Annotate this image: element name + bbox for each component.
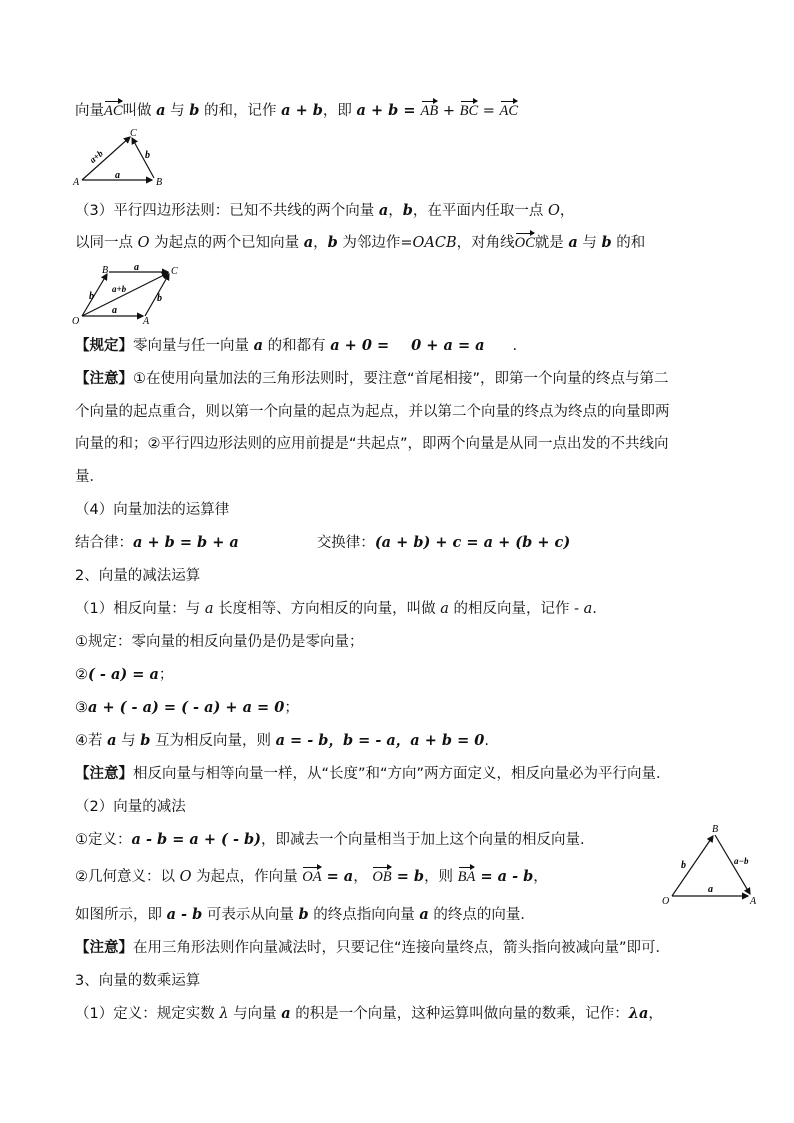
label-b: b xyxy=(89,291,94,302)
section-heading: （4）向量加法的运算律 xyxy=(75,502,230,518)
vector-a: a xyxy=(378,202,389,219)
math-expression: a + b xyxy=(281,102,323,119)
vector-b: b xyxy=(189,102,200,119)
rule-tag: 【规定】 xyxy=(75,338,133,354)
vector-OA: OA xyxy=(302,869,322,885)
text-line xyxy=(75,905,535,925)
math-expression: a = - b，b = - a，a + b = 0 xyxy=(275,732,485,749)
point-label: A xyxy=(73,177,80,188)
text-segment: 以同一点 xyxy=(75,235,138,251)
text-line: 量． xyxy=(75,469,104,485)
text-segment: . xyxy=(484,733,490,749)
text-segment: ， xyxy=(648,1006,663,1022)
vector-a: a xyxy=(419,906,429,923)
text-segment: 相反向量与相等向量一样，从“长度”和“方向”两方面定义，相反向量必为平行向量． xyxy=(133,766,671,782)
text-line xyxy=(75,830,585,850)
text-segment: 在用三角形法则作向量减法时，只要记住“连接向量终点，箭头指向被减向量”即可． xyxy=(133,940,671,956)
vector-BA: BA xyxy=(457,869,476,885)
math-expression: = b xyxy=(391,868,425,885)
point-label: B xyxy=(712,824,719,835)
label-a: a xyxy=(134,262,139,273)
math-expression: a + 0 = xyxy=(330,337,390,354)
text-segment: ， xyxy=(313,235,328,251)
text-segment: 为起点的两个已知向量 xyxy=(149,235,304,251)
vector-a: a xyxy=(107,732,117,749)
text-segment: 叫做 xyxy=(122,103,157,119)
text-segment: 就是 xyxy=(534,235,569,251)
text-segment: 的终点指向向量 xyxy=(308,907,420,923)
vector-b-arrow xyxy=(672,836,713,896)
label-b: b xyxy=(145,150,150,161)
text-segment: 的和都有 xyxy=(263,338,331,354)
text-segment: 可表示从向量 xyxy=(202,907,299,923)
text-segment: 交换律： xyxy=(316,535,375,551)
point-label: C xyxy=(171,266,178,277)
vector-b: b xyxy=(298,906,309,923)
vector-OC: OC xyxy=(514,235,535,251)
vector-AC: AC xyxy=(104,103,123,119)
text-segment: . xyxy=(592,601,597,617)
text-segment: （3）平行四边形法则：已知不共线的两个向量 xyxy=(75,203,379,219)
math-expression: a + b = xyxy=(356,102,421,119)
point-O: O xyxy=(137,235,150,251)
math-expression: ( - a) = a xyxy=(88,666,159,683)
text-segment: ② xyxy=(75,667,88,683)
point-label: B xyxy=(156,177,163,188)
text-line xyxy=(75,698,299,718)
point-label: B xyxy=(102,265,109,276)
point-label: O xyxy=(72,316,80,326)
vector-AC: AC xyxy=(499,103,519,119)
text-segment: . xyxy=(580,832,585,848)
section-heading: 3、向量的数乘运算 xyxy=(75,973,201,989)
text-segment: ③ xyxy=(75,700,88,716)
label-a: a xyxy=(115,170,120,181)
text-segment: + xyxy=(438,103,460,119)
math-expression: a - b xyxy=(166,906,203,923)
vector-a: a xyxy=(156,102,166,119)
text-line xyxy=(75,336,517,356)
label-a-minus-b: a−b xyxy=(734,856,749,866)
text-segment: 零向量与任一向量 xyxy=(133,338,254,354)
text-segment: 的终点的向量． xyxy=(428,907,535,923)
text-segment: 向量 xyxy=(75,103,104,119)
note-tag: 【注意】 xyxy=(75,766,133,782)
vector-b: b xyxy=(140,732,151,749)
label-a: a xyxy=(708,884,713,895)
point-label: O xyxy=(662,896,670,907)
point-label: A xyxy=(143,316,150,326)
triangle-rule-figure xyxy=(70,128,170,188)
text-line xyxy=(75,599,597,619)
label-b: b xyxy=(157,293,162,304)
text-segment: ， xyxy=(559,203,575,219)
text-segment: ④若 xyxy=(75,733,108,749)
text-segment: ，则 xyxy=(424,869,458,885)
label-a-plus-b: a+b xyxy=(87,148,105,165)
text-segment: 与向量 xyxy=(228,1006,282,1022)
text-line: ①规定：零向量的相反向量仍是仍是零向量； xyxy=(75,634,364,650)
text-line xyxy=(75,1004,663,1024)
text-line xyxy=(75,731,489,751)
text-segment: ， xyxy=(353,869,373,885)
vector-b: b xyxy=(601,234,612,251)
text-line xyxy=(75,764,671,784)
point-label: A xyxy=(750,896,757,907)
vector-a: a xyxy=(253,337,264,354)
text-segment: 与 xyxy=(116,733,141,749)
math-expression: (a + b) + c = a + (b + c) xyxy=(374,534,571,551)
section-heading: （2）向量的减法 xyxy=(75,799,186,815)
text-segment: ，对角线 xyxy=(456,235,515,251)
text-segment: 如图所示，即 xyxy=(75,907,167,923)
text-segment: （1）相反向量：与 xyxy=(75,601,205,617)
point-O: O xyxy=(548,203,560,219)
parallelogram-rule-figure xyxy=(70,262,185,326)
math-expression: λa xyxy=(628,1005,649,1022)
text-segment: 的相反向量，记作 xyxy=(448,601,575,617)
text-line xyxy=(75,233,645,253)
label-a: a xyxy=(112,305,117,316)
vector-a: a xyxy=(440,601,449,617)
note-tag: 【注意】 xyxy=(75,940,133,956)
text-segment: ①在使用向量加法的三角形法则时，要注意“首尾相接”，即第一个向量的终点与第二 xyxy=(133,371,669,387)
parallelogram-name: OACB xyxy=(412,235,457,251)
math-expression: = a xyxy=(321,868,354,885)
vector-a: a xyxy=(303,234,314,251)
vector-b: b xyxy=(327,234,338,251)
text-segment: 互为相反向量，则 xyxy=(150,733,276,749)
text-segment: 长度相等、方向相反的向量，叫做 xyxy=(213,601,441,617)
text-segment: . xyxy=(512,338,518,354)
text-line xyxy=(75,101,518,121)
vector-b: b xyxy=(402,202,413,219)
point-label: C xyxy=(130,128,137,139)
vector-a: a xyxy=(281,1005,291,1022)
math-expression: a - b = a + ( - b) xyxy=(131,831,262,848)
vector-AB: AB xyxy=(420,103,439,119)
text-segment: 结合律： xyxy=(75,535,133,551)
text-segment: 与 xyxy=(165,103,190,119)
text-line xyxy=(75,369,669,389)
text-segment: ， xyxy=(533,869,548,885)
text-line xyxy=(75,938,670,958)
math-expression: = a - b xyxy=(475,868,534,885)
text-segment: ， xyxy=(388,203,403,219)
point-O: O xyxy=(179,869,192,885)
math-expression: a + ( - a) = ( - a) + a = 0 xyxy=(88,699,285,716)
text-segment: ，即减去一个向量相当于加上这个向量的相反向量 xyxy=(261,832,581,848)
text-segment: ； xyxy=(284,700,299,716)
text-line xyxy=(75,533,570,553)
vector-BC: BC xyxy=(459,103,479,119)
text-segment: 为起点，作向量 xyxy=(191,869,303,885)
text-line: 向量的和；②平行四边形法则的应用前提是“共起点”，即两个向量是从同一点出发的不共线向 xyxy=(75,436,669,452)
math-expression: - a xyxy=(574,601,593,617)
note-tag: 【注意】 xyxy=(75,371,133,387)
math-expression: a + b = b + a xyxy=(133,534,239,551)
text-segment: 为邻边作= xyxy=(337,235,413,251)
math-expression: 0 + a = a xyxy=(411,337,485,354)
text-segment: ①定义： xyxy=(75,832,132,848)
vector-b-arrow xyxy=(132,138,154,178)
text-segment: 与 xyxy=(577,235,602,251)
text-line xyxy=(75,867,548,887)
vector-subtraction-figure xyxy=(658,822,762,908)
text-segment: 的积是一个向量，这种运算叫做向量的数乘，记作： xyxy=(290,1006,629,1022)
text-line: 个向量的起点重合，则以第一个向量的起点为起点，并以第二个向量的终点为终点的向量即两 xyxy=(75,404,670,420)
label-a-plus-b: a+b xyxy=(112,284,127,294)
text-segment: （1）定义：规定实数 xyxy=(75,1006,220,1022)
section-heading: 2、向量的减法运算 xyxy=(75,568,201,584)
label-b: b xyxy=(681,860,686,871)
text-segment: 的和 xyxy=(611,235,646,251)
text-segment: ； xyxy=(158,667,174,683)
text-line xyxy=(75,665,173,685)
text-segment: = xyxy=(478,103,500,119)
lambda-symbol: λ xyxy=(219,1006,229,1022)
text-segment: ，在平面内任取一点 xyxy=(412,203,548,219)
text-segment: ②几何意义：以 xyxy=(75,869,180,885)
text-segment: ，即 xyxy=(322,103,357,119)
vector-a: a xyxy=(204,601,214,617)
text-segment: 的和，记作 xyxy=(199,103,282,119)
vector-OB: OB xyxy=(372,869,392,885)
vector-a: a xyxy=(568,234,578,251)
text-line xyxy=(75,201,574,221)
